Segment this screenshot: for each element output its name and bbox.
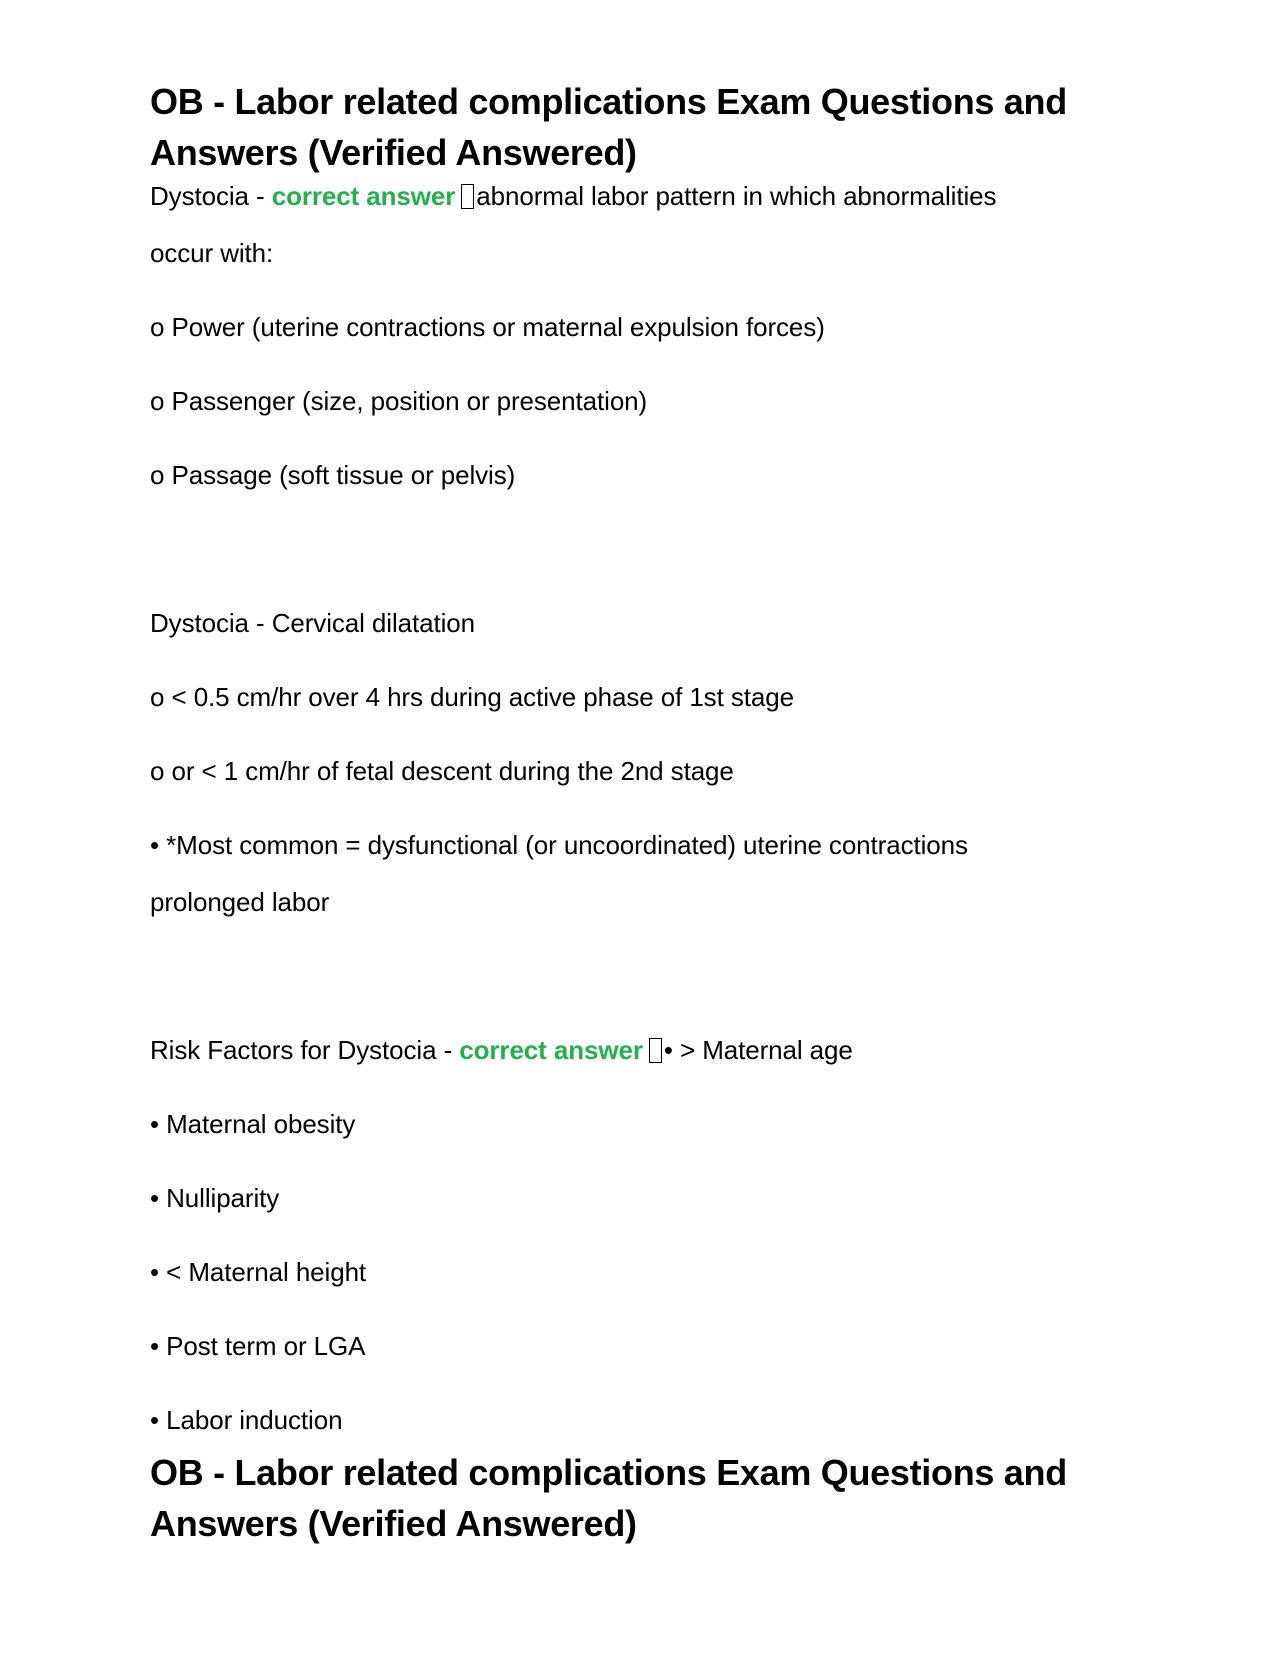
question-term: Dystocia - bbox=[150, 181, 272, 211]
list-item: • *Most common = dysfunctional (or uncoordinated) uterine contractions bbox=[150, 830, 968, 860]
missing-glyph-box-icon bbox=[461, 184, 474, 209]
list-item: • Nulliparity bbox=[150, 1183, 280, 1213]
list-item: o Power (uterine contractions or maternal expulsion forces) bbox=[150, 312, 825, 342]
list-item: o or < 1 cm/hr of fetal descent during the 2nd stage bbox=[150, 756, 734, 786]
list-item: • < Maternal height bbox=[150, 1257, 367, 1287]
document-title: OB - Labor related complications Exam Questions and Answers (Verified Answered) bbox=[150, 81, 1067, 173]
footer-title: OB - Labor related complications Exam Questions and Answers (Verified Answered) bbox=[150, 1452, 1067, 1544]
list-item: • Post term or LGA bbox=[150, 1331, 366, 1361]
answer-text: • > Maternal age bbox=[663, 1035, 853, 1065]
list-item: • Labor induction bbox=[150, 1405, 343, 1435]
list-item: o Passage (soft tissue or pelvis) bbox=[150, 460, 516, 490]
list-item: o Passenger (size, position or presentation) bbox=[150, 386, 648, 416]
question-term: Risk Factors for Dystocia - bbox=[150, 1035, 460, 1065]
question-risk-factors bbox=[150, 1034, 853, 1066]
correct-answer-label: correct answer bbox=[459, 1035, 643, 1065]
missing-glyph-box-icon bbox=[649, 1038, 662, 1063]
answer-text: abnormal labor pattern in which abnormalities bbox=[476, 181, 997, 211]
list-item: prolonged labor bbox=[150, 887, 330, 917]
question-dystocia bbox=[150, 180, 996, 212]
list-item: o < 0.5 cm/hr over 4 hrs during active phase of 1st stage bbox=[150, 682, 794, 712]
list-item: • Maternal obesity bbox=[150, 1109, 356, 1139]
question-cervical-dilatation: Dystocia - Cervical dilatation bbox=[150, 608, 476, 638]
answer-continuation: occur with: bbox=[150, 238, 274, 268]
correct-answer-label: correct answer bbox=[271, 181, 456, 211]
